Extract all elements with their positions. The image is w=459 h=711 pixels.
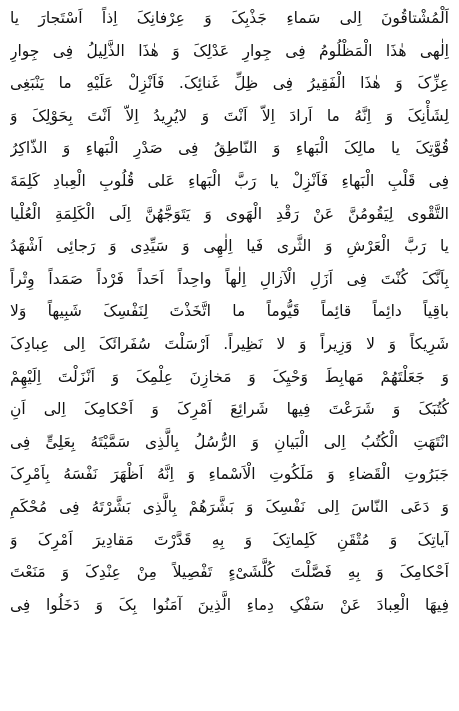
text-line: جَبَرُوتِ الْقَضاءِ وَ مَلَکُوتِ الْاَسْماءِ وَ اِنَّهُ اَظْهَرَ نَفْسَهُ بِاَمْرِکَ — [10, 465, 449, 484]
text-line: وَ دَعَی النّاسَ اِلی نَفْسِکَ وَ بَشَّرَهُمْ بِالَّذِی بَشَّرْتَهُ فِی مُحْکَمِ — [10, 497, 449, 516]
text-line: اَحْکامِکَ وَ بِهِ فَصَّلْتَ کُلَّشَیْءٍ تَفْصِیلاً مِنْ عِنْدِکَ وَ مَنَعْتَ — [10, 563, 449, 582]
text-line: قُوَّتِکَ یا مالِکَ الْبَهاءِ وَ النّاطِقُ فِی صَدْرِ الْبَهاءِ وَ الذّاکِرُ — [10, 139, 449, 158]
text-line: اَلْمُشْتاقُونَ اِلی سَماءِ جَذْبِکَ وَ عِرْفانِکَ اِذاً اَسْتَجارَ یا — [10, 9, 449, 27]
text-line: یا رَبَّ الْعَرْشِ وَ الثَّری فَیا اِلٰهِی وَ سَیِّدِی وَ رَجائِی اَشْهَدُ — [10, 237, 449, 256]
text-line: عِزِّکَ وَ هٰذَا الْفَقِیرُ فِی ظِلِّ غَنائِکَ. فَاَنْزِلْ عَلَیْهِ ما یَنْبَغِی — [10, 74, 449, 93]
text-line: فِی قَلْبِ الْبَهاءِ فَاَنْزِلْ یا رَبَّ الْبَهاءِ عَلی قُلُوبِ الْعِبادِ کَلِمَةَ — [10, 171, 449, 190]
text-line: بِاَنَّکَ کُنْتَ فِی اَزَلِ الْآزالِ اِلٰهاً واحِداً اَحَداً فَرْداً صَمَداً وِتْراً — [10, 269, 449, 288]
text-line: لِشَأْنِکَ وَ اِنَّهُ ما اَرادَ اِلاّ اَنْتَ وَ لایُرِیدُ اِلاّ اَنْتَ بِحَوْلِکَ وَ — [10, 106, 449, 125]
text-line: شَرِیکاً وَ لا وَزِیراً وَ لا نَظِیراً. اَرْسَلْتَ سُفَرائَکَ اِلی عِبادِکَ — [10, 334, 449, 353]
text-line: وَ جَعَلْتَهُمْ مَهابِطَ وَحْیِکَ وَ مَخازِنَ عِلْمِکَ وَ اَنْزَلْتَ اِلَیْهِمْ — [10, 367, 449, 386]
text-line: التَّقْوی لِیَقُومُنَّ عَنْ رَقْدِ الْهَوی وَ یَتَوَجَّهُنَّ اِلَی الْکَلِمَةِ الْعُلْیا — [10, 204, 449, 223]
text-line: باقِیاً دائِماً قائِماً قَیُّوماً ما اتَّخَذْتَ لِنَفْسِکَ شَبِیهاً وَلا — [10, 302, 449, 321]
text-line: اِلٰهی هٰذَا الْمَظْلُومُ فِی جِوارِ عَدْلِکَ وَ هٰذَا الذَّلِیلُ فِی جِوارِ — [10, 41, 449, 60]
prayer-text — [10, 2, 449, 621]
text-line: کُتُبَکَ وَ شَرَعْتَ فِیها شَرائِعَ اَمْرِکَ وَ اَحْکامِکَ اِلی اَنِ — [10, 400, 449, 419]
text-line: فِیهَا الْعِبادَ عَنْ سَفْکِ دِماءِ الَّذِینَ آمَنُوا بِکَ وَ دَخَلُوا فِی — [10, 595, 449, 614]
text-line: انْتَهَتِ الْکُتُبُ اِلی الْبَیانِ وَ الرُّسُلُ بِالَّذِی سَمَّیْتَهُ بِعَلِیٍّ فِی — [10, 432, 449, 451]
text-line: آیاتِکَ وَ مُتْقَنِ کَلِماتِکَ وَ بِهِ قَدَّرْتَ مَقادِیرَ اَمْرِکَ وَ — [10, 530, 449, 549]
